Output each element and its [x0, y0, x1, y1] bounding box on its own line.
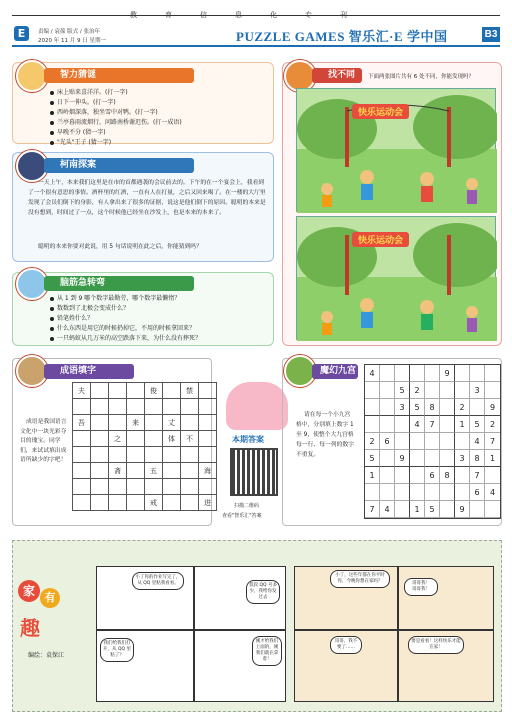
qr-caption: 扫描二维码: [234, 503, 260, 509]
sudoku-cell[interactable]: 4: [410, 416, 425, 433]
sudoku-cell[interactable]: [395, 501, 410, 518]
sudoku-cell[interactable]: [455, 382, 470, 399]
idiom-cell: [73, 399, 91, 415]
idiom-cell: [91, 495, 109, 511]
sudoku-cell[interactable]: 1: [455, 416, 470, 433]
sudoku-cell[interactable]: [485, 467, 500, 484]
idiom-cell: 禁: [181, 383, 199, 399]
spot-caption: 下面两张图片共有 6 处不同，你能发现吗？: [368, 74, 474, 80]
idiom-cell: [163, 383, 181, 399]
idiom-cell: [109, 495, 127, 511]
sudoku-cell[interactable]: [365, 484, 380, 501]
sudoku-cell[interactable]: [440, 450, 455, 467]
speech-bubble: 哥哥我！ 哥哥我！: [404, 578, 438, 596]
sudoku-cell[interactable]: 2: [365, 433, 380, 450]
idiom-cell: 之: [109, 431, 127, 447]
idiom-cell: [199, 399, 217, 415]
idiom-cell: [181, 415, 199, 431]
sudoku-cell[interactable]: 7: [470, 467, 485, 484]
sudoku-cell[interactable]: 9: [485, 399, 500, 416]
sudoku-cell[interactable]: [365, 416, 380, 433]
sudoku-cell[interactable]: 7: [485, 433, 500, 450]
sudoku-grid: [364, 364, 501, 519]
sudoku-title: 魔幻九宫格: [312, 364, 358, 379]
sudoku-cell[interactable]: 6: [380, 433, 395, 450]
idiom-cell: [163, 399, 181, 415]
idiom-cell: [127, 447, 145, 463]
brain-item: 铅笔姓什么？: [50, 314, 201, 324]
speech-bubble: 哥哥，我不要了……: [330, 636, 362, 654]
idiom-cell: [199, 383, 217, 399]
idiom-cell: [91, 399, 109, 415]
idiom-cell: 夫: [73, 383, 91, 399]
sudoku-cell[interactable]: [395, 416, 410, 433]
sudoku-cell[interactable]: 5: [410, 399, 425, 416]
idiom-cell: [73, 447, 91, 463]
sudoku-cell[interactable]: [485, 501, 500, 518]
sudoku-cell[interactable]: 3: [395, 399, 410, 416]
idiom-cell: 吾: [73, 415, 91, 431]
elephant-mascot-icon: [226, 382, 288, 430]
comic-badge-3: 趣: [20, 616, 40, 640]
idiom-cell: [109, 479, 127, 495]
idiom-cell: [91, 383, 109, 399]
sudoku-cell[interactable]: 2: [410, 382, 425, 399]
sudoku-cell[interactable]: 5: [395, 382, 410, 399]
sudoku-cell[interactable]: [380, 416, 395, 433]
idiom-cell: [109, 399, 127, 415]
idiom-cell: [145, 431, 163, 447]
sudoku-cell[interactable]: 8: [425, 399, 440, 416]
sudoku-cell[interactable]: 4: [470, 433, 485, 450]
idiom-cell: [109, 447, 127, 463]
sudoku-cell[interactable]: [440, 382, 455, 399]
sudoku-cell[interactable]: [425, 382, 440, 399]
idiom-cell: [91, 479, 109, 495]
idiom-cell: [127, 479, 145, 495]
sudoku-cell[interactable]: 8: [440, 467, 455, 484]
sudoku-cell[interactable]: [425, 484, 440, 501]
sudoku-cell[interactable]: 3: [455, 450, 470, 467]
riddle-item: 兰亭暮雨流烟行，问路南桥谢迟伤。(打一成语): [50, 118, 182, 128]
sudoku-cell[interactable]: [380, 467, 395, 484]
idiom-cell: [181, 399, 199, 415]
sudoku-cell[interactable]: 9: [440, 365, 455, 382]
sudoku-cell[interactable]: 4: [380, 501, 395, 518]
idiom-cell: [145, 447, 163, 463]
sudoku-cell[interactable]: [455, 365, 470, 382]
brain-list: [50, 294, 201, 344]
sudoku-cell[interactable]: [410, 433, 425, 450]
speech-bubble: 要是看看！这样快乐才能在家！: [408, 636, 464, 654]
comic-badge-2: 有: [40, 588, 60, 608]
riddle-item: "光头"王子 (猜一字): [50, 138, 182, 148]
sudoku-cell[interactable]: 8: [470, 450, 485, 467]
conan-story: 一天上午，本来我们这里是在市的首都遇袭的会议前去的。下午的在一个宴会上，我看到了一个很有意思的事情。酒杯里的红酒，一直有人在打量，之后又回来喝了。在一楼的大厅里发现了会员们倒下的身影，有人拿出来了很多的证据，说这是他们倒下的原因。聪明的本来是没有想到，时间过了一点，这个时候他已经坐在沙发上，也是本来的本来了。: [28, 180, 266, 216]
e-logo-icon: E: [14, 26, 29, 41]
sudoku-cell[interactable]: 9: [395, 450, 410, 467]
idiom-cell: [199, 447, 217, 463]
riddle-list: [50, 88, 182, 148]
idiom-cell: 五: [145, 463, 163, 479]
sudoku-cell[interactable]: 3: [470, 382, 485, 399]
brain-item: 什么东西是用它的时候扔掉它，不用的时候拿回来？: [50, 324, 201, 334]
sudoku-cell[interactable]: 7: [365, 501, 380, 518]
idiom-cell: [91, 415, 109, 431]
sudoku-cell[interactable]: 1: [365, 467, 380, 484]
idiom-cell: [181, 495, 199, 511]
idiom-cell: [163, 495, 181, 511]
idiom-cell: [181, 447, 199, 463]
date-line: 2020 年 11 月 9 日 星期一: [38, 38, 106, 44]
idiom-cell: 俊: [145, 383, 163, 399]
page-number: B3: [482, 27, 500, 42]
sudoku-cell[interactable]: 5: [365, 450, 380, 467]
idiom-title: 成语填字: [44, 364, 134, 379]
sudoku-cell[interactable]: [380, 382, 395, 399]
speech-bubble: 叔叔 QQ 号多少，我给你发过去: [246, 580, 280, 604]
sudoku-cell[interactable]: 5: [470, 416, 485, 433]
sudoku-cell[interactable]: [455, 467, 470, 484]
idiom-cell: [127, 399, 145, 415]
sudoku-cell[interactable]: [395, 365, 410, 382]
idiom-cell: [181, 463, 199, 479]
sudoku-cell[interactable]: [485, 365, 500, 382]
idiom-cell: [109, 415, 127, 431]
sudoku-cell[interactable]: 1: [485, 450, 500, 467]
sudoku-cell[interactable]: [365, 382, 380, 399]
idiom-cell: [145, 479, 163, 495]
idiom-cell: [199, 415, 217, 431]
idiom-cell: [91, 447, 109, 463]
conan-title: 柯南探案: [44, 158, 194, 173]
page-title: PUZZLE GAMES 智乐汇·E 学中国: [236, 29, 448, 44]
sudoku-cell[interactable]: [365, 399, 380, 416]
conan-question: 聪明的本来你要对此说，用 5 句话说明在此之后，你能猜到吗？: [38, 244, 202, 250]
comic-badge-1: 家: [18, 580, 40, 602]
spot-banner-top: 快乐运动会: [352, 104, 409, 119]
sudoku-cell[interactable]: [380, 399, 395, 416]
sudoku-cell[interactable]: [380, 365, 395, 382]
riddle-item: 日下一伸头。(打一字): [50, 98, 182, 108]
idiom-cell: [73, 495, 91, 511]
idiom-cell: [163, 463, 181, 479]
idiom-cell: 体: [163, 431, 181, 447]
header-series: 教育信息化专刊: [130, 11, 375, 19]
sudoku-cell[interactable]: [470, 399, 485, 416]
idiom-cell: 来: [127, 415, 145, 431]
sudoku-cell[interactable]: [455, 433, 470, 450]
idiom-cell: 戒: [145, 495, 163, 511]
comic-author: 编绘：袁保江: [28, 652, 65, 659]
idiom-cell: [73, 463, 91, 479]
brain-item: 数数到了北极会变成什么？: [50, 304, 201, 314]
sudoku-cell[interactable]: 4: [485, 484, 500, 501]
sudoku-cell[interactable]: [425, 365, 440, 382]
sudoku-cell[interactable]: 1: [410, 501, 425, 518]
sudoku-cell[interactable]: [485, 382, 500, 399]
comic-panel: [398, 566, 494, 630]
idiom-cell: [145, 415, 163, 431]
riddle-item: 西岭烟深落，独坐雪中对鸭。(打一字): [50, 108, 182, 118]
sudoku-cell[interactable]: [380, 484, 395, 501]
idiom-cell: [127, 431, 145, 447]
riddle-title: 智力猜谜: [44, 68, 194, 83]
brain-item: 从 1 到 9 哪个数字最勤劳，哪个数字最懒惰？: [50, 294, 201, 304]
riddle-item: 床上贴来喜洋洋。(打一字): [50, 88, 182, 98]
sudoku-cell[interactable]: 5: [425, 501, 440, 518]
idiom-cell: [109, 383, 127, 399]
riddle-item: 早晚不分 (猜一字): [50, 128, 182, 138]
sudoku-cell[interactable]: [455, 484, 470, 501]
speech-bubble: 刚才给我们上面的，刚我们就在拿着！: [252, 636, 282, 666]
idiom-cell: [73, 431, 91, 447]
idiom-cell: [181, 479, 199, 495]
sudoku-cell[interactable]: [440, 416, 455, 433]
sudoku-cell[interactable]: [470, 365, 485, 382]
sudoku-cell[interactable]: [395, 467, 410, 484]
brain-item: 一只蚂蚁从几万米的高空跌落下来，为什么没有摔死？: [50, 334, 201, 344]
sudoku-cell[interactable]: 2: [455, 399, 470, 416]
sudoku-cell[interactable]: 2: [485, 416, 500, 433]
qr-note: 查看"智乐汇"答案: [222, 513, 262, 519]
idiom-cell: 不: [181, 431, 199, 447]
idiom-cell: [145, 399, 163, 415]
idiom-cell: [163, 479, 181, 495]
sudoku-cell[interactable]: [395, 484, 410, 501]
header-divider: [12, 45, 500, 47]
idiom-grid: [72, 382, 217, 511]
sudoku-cell[interactable]: [395, 433, 410, 450]
idiom-cell: [91, 431, 109, 447]
sudoku-cell[interactable]: [380, 450, 395, 467]
sudoku-cell[interactable]: 7: [425, 416, 440, 433]
brain-title: 脑筋急转弯: [44, 276, 194, 291]
idiom-cell: [73, 479, 91, 495]
sudoku-cell[interactable]: [425, 433, 440, 450]
sudoku-cell[interactable]: [440, 399, 455, 416]
sudoku-cell[interactable]: [410, 450, 425, 467]
answers-label: 本期答案: [232, 435, 264, 444]
idiom-cell: 海: [199, 463, 217, 479]
speech-bubble: 小丁，这些年都在你平时你，今晚你想在家吗？: [330, 570, 390, 588]
sudoku-cell[interactable]: [410, 365, 425, 382]
sudoku-cell[interactable]: [440, 433, 455, 450]
sudoku-cell[interactable]: 6: [425, 467, 440, 484]
idiom-cell: [91, 463, 109, 479]
idiom-cell: [127, 495, 145, 511]
sudoku-cell[interactable]: 9: [455, 501, 470, 518]
idiom-cell: [163, 447, 181, 463]
idiom-cell: 丈: [163, 415, 181, 431]
editor-line: 责编 / 袁葆 版式 / 张治年: [38, 29, 100, 35]
sudoku-cell[interactable]: [410, 484, 425, 501]
qr-code[interactable]: [230, 448, 278, 496]
sudoku-cell[interactable]: [425, 450, 440, 467]
sudoku-cell[interactable]: [410, 467, 425, 484]
idiom-cell: [127, 463, 145, 479]
spot-title: 找不同: [312, 68, 362, 83]
sudoku-cell[interactable]: 6: [470, 484, 485, 501]
sudoku-cell[interactable]: [440, 484, 455, 501]
idiom-cell: 斋: [109, 463, 127, 479]
idiom-cell: [199, 479, 217, 495]
spot-banner-bottom: 快乐运动会: [352, 232, 409, 247]
sudoku-cell[interactable]: [440, 501, 455, 518]
sudoku-cell[interactable]: [470, 501, 485, 518]
idiom-cell: [199, 431, 217, 447]
sudoku-intro: 请在每一个小九宫格中，分别填上数字 1 至 9，使整个大九宫格每一行、每一列的数字不重复。: [296, 412, 354, 458]
sudoku-cell[interactable]: 4: [365, 365, 380, 382]
speech-bubble: 我们给我们打开，从 QQ 里粘了？: [100, 638, 134, 662]
idiom-intro: 成语是我国语言文化中一块光彩夺目的瑰宝。同学们，来试试填出成语所缺少的字吧！: [20, 419, 67, 463]
idiom-cell: 进: [199, 495, 217, 511]
idiom-cell: [127, 383, 145, 399]
speech-bubble: 小丁你的作业写完了，从 QQ 里粘我看看。: [132, 572, 184, 590]
